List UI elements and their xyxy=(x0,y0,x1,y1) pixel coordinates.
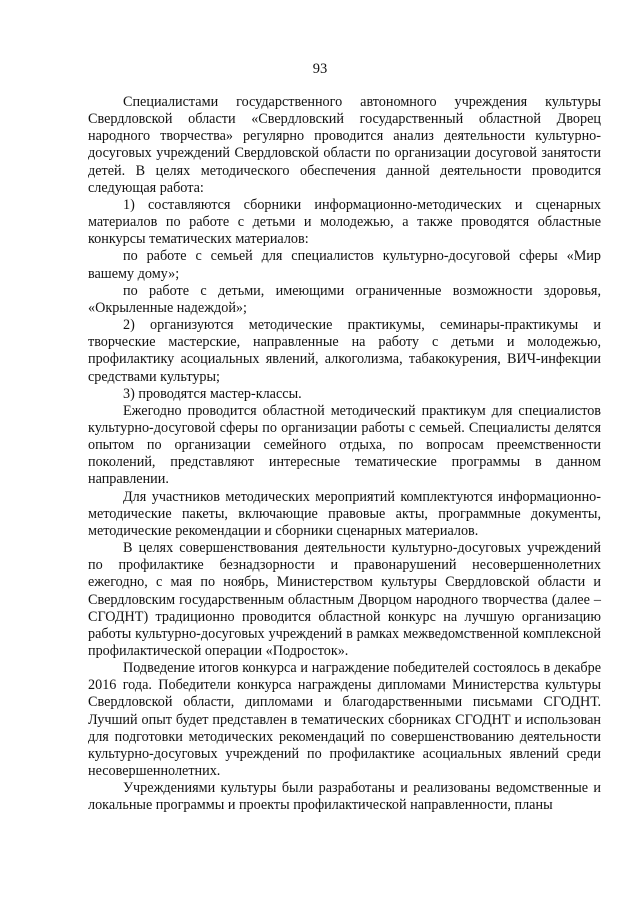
paragraph: Подведение итогов конкурса и награждение победителей состоялось в декабре 2016 года. Победители конкурса награждены дипломами Министерства культуры Свердловской области, дипломами и благодарственными письмами СГОДНТ. Лучший опыт будет представлен в тематических сборниках СГОДНТ и использован для подготовки методических рекомендаций по совершенствованию деятельности культурно-досуговых учреждений по профилактике асоциальных явлений среди несовершеннолетних. xyxy=(88,660,601,780)
paragraph: Для участников методических мероприятий комплектуются информационно-методические пакеты, включающие правовые акты, программные документы, методические рекомендации и сборники сценарных материалов. xyxy=(88,488,601,539)
paragraph: Специалистами государственного автономного учреждения культуры Свердловской области «Свердловский государственный областной Дворец народного творчества» регулярно проводится анализ деятельности культурно-досуговых учреждений Свердловской области по организации досуговой занятости детей. В целях методического обеспечения данной деятельности проводится следующая работа: xyxy=(88,94,601,196)
paragraph: Ежегодно проводится областной методический практикум для специалистов культурно-досуговой сферы по организации работы с семьей. Специалисты делятся опытом по организации семейного отдыха, по вопросам преемственности поколений, представляют интересные тематические программы в данном направлении. xyxy=(88,402,601,488)
paragraph: по работе с детьми, имеющими ограниченные возможности здоровья, «Окрыленные надеждой»; xyxy=(88,282,601,316)
page-number: 93 xyxy=(312,61,328,77)
body-text xyxy=(88,94,601,815)
paragraph: 3) проводятся мастер-классы. xyxy=(123,385,302,402)
paragraph: по работе с семьей для специалистов культурно-досуговой сферы «Мир вашему дому»; xyxy=(88,248,601,282)
paragraph: Учреждениями культуры были разработаны и реализованы ведомственные и локальные программы и проекты профилактической направленности, планы xyxy=(88,780,601,814)
paragraph: 1) составляются сборники информационно-методических и сценарных материалов по работе с детьми и молодежью, а также проводятся областные конкурсы тематических материалов: xyxy=(88,196,601,248)
paragraph: В целях совершенствования деятельности культурно-досуговых учреждений по профилактике безнадзорности и правонарушений несовершеннолетних ежегодно, с мая по ноябрь, Министерством культуры Свердловской области и Свердловским государственным областным Дворцом народного творчества (далее – СГОДНТ) традиционно проводится областной конкурс на лучшую организацию работы культурно-досуговых учреждений в рамках межведомственной комплексной профилактической операции «Подросток». xyxy=(88,540,601,659)
paragraph: 2) организуются методические практикумы, семинары-практикумы и творческие мастерские, направленные на работу с детьми и молодежью, профилактику асоциальных явлений, алкоголизма, табакокурения, ВИЧ-инфекции средствами культуры; xyxy=(88,317,601,385)
